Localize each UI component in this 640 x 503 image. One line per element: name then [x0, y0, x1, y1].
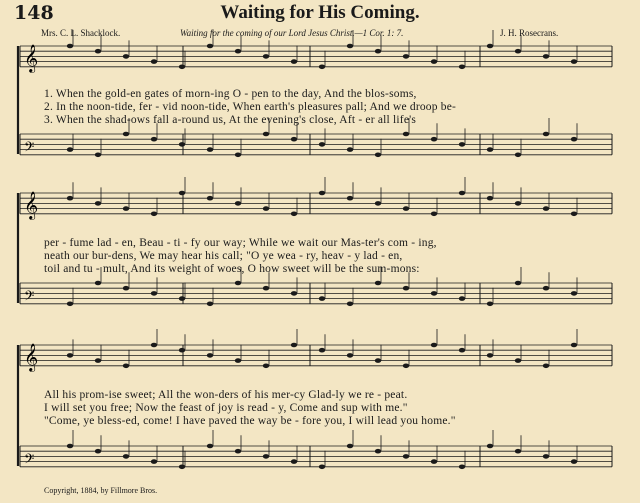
- note-head: [375, 449, 381, 454]
- note-head: [515, 201, 521, 206]
- bass-clef-icon: 𝄢: [24, 287, 35, 307]
- note-head: [459, 142, 465, 147]
- note-head: [515, 449, 521, 454]
- note-head: [403, 132, 409, 137]
- note-head: [487, 444, 493, 449]
- note-head: [207, 147, 213, 152]
- note-head: [151, 291, 157, 296]
- note-head: [515, 358, 521, 363]
- note-head: [207, 302, 213, 307]
- note-head: [347, 302, 353, 307]
- note-head: [123, 206, 129, 211]
- note-head: [319, 142, 325, 147]
- note-head: [235, 49, 241, 54]
- note-head: [319, 348, 325, 353]
- verse-line: neath our bur-dens, We may hear his call; "O ye wea - ry, heav - y lad - en,: [44, 250, 403, 262]
- note-head: [263, 206, 269, 211]
- note-head: [459, 296, 465, 301]
- note-head: [319, 65, 325, 70]
- note-head: [151, 137, 157, 142]
- treble-clef-icon: 𝄞: [24, 190, 39, 219]
- note-head: [151, 343, 157, 348]
- note-head: [123, 454, 129, 459]
- copyright-notice: Copyright, 1884, by Fillmore Bros.: [44, 486, 158, 495]
- note-head: [291, 137, 297, 142]
- note-head: [543, 206, 549, 211]
- note-head: [487, 147, 493, 152]
- note-head: [179, 296, 185, 301]
- note-head: [235, 153, 241, 158]
- note-head: [459, 65, 465, 70]
- note-head: [487, 353, 493, 358]
- note-head: [291, 343, 297, 348]
- note-head: [543, 132, 549, 137]
- note-head: [235, 201, 241, 206]
- verse-line: 2. In the noon-tide, fer - vid noon-tide, When earth's pleasures pall; And we droop be-: [44, 101, 457, 113]
- note-head: [403, 54, 409, 59]
- note-head: [515, 153, 521, 158]
- note-head: [291, 291, 297, 296]
- note-head: [543, 54, 549, 59]
- note-head: [123, 132, 129, 137]
- note-head: [375, 281, 381, 286]
- note-head: [347, 444, 353, 449]
- verse-line: 3. When the shad-ows fall a-round us, At the evening's close, Aft - er all life's: [44, 114, 417, 126]
- note-head: [347, 353, 353, 358]
- note-head: [95, 201, 101, 206]
- hymn-title: Waiting for His Coming.: [220, 2, 420, 23]
- note-head: [515, 49, 521, 54]
- note-head: [571, 212, 577, 217]
- note-head: [487, 196, 493, 201]
- note-head: [207, 196, 213, 201]
- note-head: [459, 191, 465, 196]
- note-head: [123, 286, 129, 291]
- note-head: [375, 201, 381, 206]
- note-head: [263, 286, 269, 291]
- note-head: [67, 147, 73, 152]
- note-head: [319, 465, 325, 470]
- note-head: [207, 353, 213, 358]
- note-head: [67, 302, 73, 307]
- note-head: [543, 454, 549, 459]
- note-head: [431, 212, 437, 217]
- verse-line: 1. When the gold-en gates of morn-ing O - pen to the day, And the blos-soms,: [44, 88, 417, 100]
- note-head: [291, 212, 297, 217]
- note-head: [123, 54, 129, 59]
- verse-line: All his prom-ise sweet; All the won-ders of his mer-cy Glad-ly we re - peat.: [44, 389, 408, 401]
- note-head: [375, 153, 381, 158]
- bass-clef-icon: 𝄢: [24, 138, 35, 158]
- note-head: [543, 286, 549, 291]
- note-head: [67, 196, 73, 201]
- note-head: [95, 358, 101, 363]
- note-head: [179, 191, 185, 196]
- note-head: [347, 147, 353, 152]
- note-head: [431, 343, 437, 348]
- treble-clef-icon: 𝄞: [24, 43, 39, 72]
- note-head: [571, 291, 577, 296]
- verse-line: "Come, ye bless-ed, come! I have paved the way be - fore you, I will lead you home.": [44, 415, 456, 427]
- note-head: [67, 44, 73, 49]
- bass-clef-icon: 𝄢: [24, 450, 35, 470]
- note-head: [319, 191, 325, 196]
- note-head: [207, 444, 213, 449]
- note-head: [431, 59, 437, 64]
- note-head: [235, 358, 241, 363]
- note-head: [431, 291, 437, 296]
- note-head: [151, 212, 157, 217]
- verse-line: per - fume lad - en, Beau - ti - fy our way; While we wait our Mas-ter's com - ing,: [44, 237, 437, 249]
- note-head: [571, 343, 577, 348]
- note-head: [571, 59, 577, 64]
- note-head: [291, 59, 297, 64]
- note-head: [291, 459, 297, 464]
- note-head: [543, 364, 549, 369]
- note-head: [179, 465, 185, 470]
- note-head: [487, 44, 493, 49]
- note-head: [263, 132, 269, 137]
- note-head: [151, 459, 157, 464]
- note-head: [235, 449, 241, 454]
- note-head: [375, 49, 381, 54]
- note-head: [67, 444, 73, 449]
- note-head: [487, 302, 493, 307]
- note-head: [95, 281, 101, 286]
- note-head: [375, 358, 381, 363]
- note-head: [403, 364, 409, 369]
- note-head: [95, 49, 101, 54]
- note-head: [403, 454, 409, 459]
- note-head: [431, 137, 437, 142]
- note-head: [263, 364, 269, 369]
- composer-credit: J. H. Rosecrans.: [500, 28, 559, 38]
- note-head: [571, 459, 577, 464]
- note-head: [263, 454, 269, 459]
- note-head: [319, 296, 325, 301]
- note-head: [571, 137, 577, 142]
- note-head: [151, 59, 157, 64]
- note-head: [95, 449, 101, 454]
- note-head: [431, 459, 437, 464]
- note-head: [179, 65, 185, 70]
- note-head: [403, 286, 409, 291]
- note-head: [263, 54, 269, 59]
- lyricist-credit: Mrs. C. L. Shacklock.: [41, 28, 121, 38]
- verse-line: I will set you free; Now the feast of joy is read - y, Come and sup with me.": [44, 402, 408, 414]
- note-head: [347, 196, 353, 201]
- note-head: [403, 206, 409, 211]
- note-head: [95, 153, 101, 158]
- note-head: [67, 353, 73, 358]
- note-head: [515, 281, 521, 286]
- verse-line: toil and tu - mult, And its weight of woes, O how sweet will be the sum-mons:: [44, 263, 420, 275]
- note-head: [123, 364, 129, 369]
- note-head: [235, 281, 241, 286]
- scripture-reference: Waiting for the coming of our Lord Jesus Christ.—1 Cor. 1: 7.: [180, 28, 404, 38]
- note-head: [347, 44, 353, 49]
- note-head: [459, 465, 465, 470]
- treble-clef-icon: 𝄞: [24, 342, 39, 371]
- note-head: [179, 348, 185, 353]
- page-number: 148: [14, 2, 54, 24]
- note-head: [179, 142, 185, 147]
- note-head: [207, 44, 213, 49]
- note-head: [459, 348, 465, 353]
